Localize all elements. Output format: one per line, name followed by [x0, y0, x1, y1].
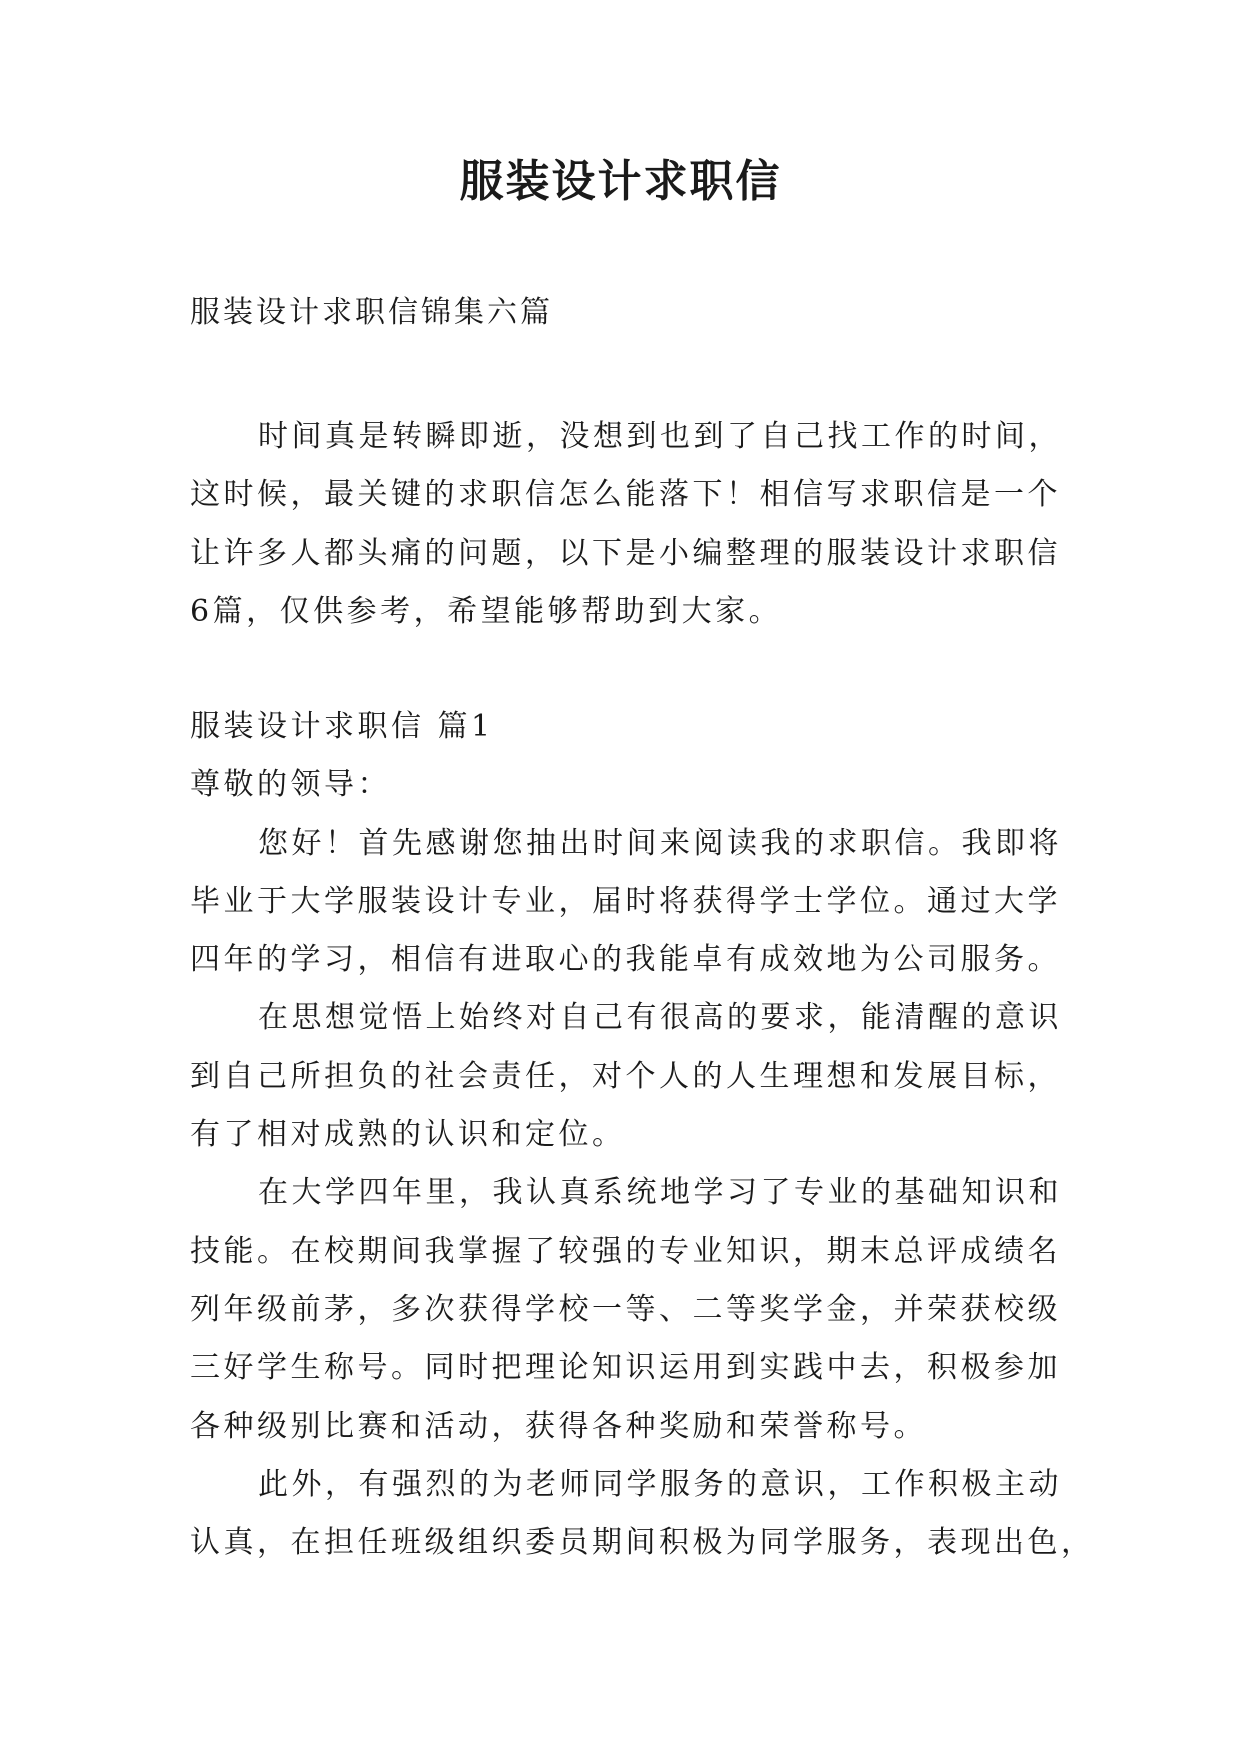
- intro-line: 时间真是转瞬即逝，没想到也到了自己找工作的时间，: [258, 419, 1062, 454]
- paragraph-line: 认真，在担任班级组织委员期间积极为同学服务，表现出色，: [190, 1525, 1095, 1561]
- paragraph-line: 技能。在校期间我掌握了较强的专业知识，期末总评成绩名: [190, 1233, 1061, 1269]
- paragraph-line: 毕业于大学服装设计专业，届时将获得学士学位。通过大学: [190, 883, 1061, 919]
- paragraph-line: 有了相对成熟的认识和定位。: [190, 1117, 626, 1153]
- paragraph-1: [190, 815, 1070, 990]
- document-title: 服装设计求职信: [459, 156, 782, 207]
- intro-line: 让许多人都头痛的问题，以下是小编整理的服装设计求职信: [190, 535, 1061, 571]
- paragraph-line: 列年级前茅，多次获得学校一等、二等奖学金，并荣获校级: [190, 1291, 1061, 1327]
- salutation: 尊敬的领导：: [190, 767, 391, 803]
- intro-paragraph: [190, 408, 1070, 641]
- paragraph-line: 各种级别比赛和活动，获得各种奖励和荣誉称号。: [190, 1408, 927, 1444]
- paragraph-3: [190, 1164, 1070, 1455]
- paragraph-line: 在大学四年里，我认真系统地学习了专业的基础知识和: [258, 1175, 1062, 1211]
- paragraph-line: 在思想觉悟上始终对自己有很高的要求，能清醒的意识: [258, 1000, 1062, 1036]
- paragraph-line: 此外，有强烈的为老师同学服务的意识，工作积极主动: [258, 1466, 1062, 1502]
- paragraph-line: 三好学生称号。同时把理论知识运用到实践中去，积极参加: [190, 1350, 1061, 1386]
- paragraph-line: 四年的学习，相信有进取心的我能卓有成效地为公司服务。: [190, 942, 1061, 978]
- paragraph-line: 您好！首先感谢您抽出时间来阅读我的求职信。我即将: [258, 825, 1062, 861]
- paragraph-4: [190, 1456, 1095, 1573]
- intro-line: 6篇，仅供参考，希望能够帮助到大家。: [190, 593, 783, 629]
- article-heading: 服装设计求职信 篇1: [190, 709, 494, 744]
- article-body: [190, 698, 1095, 1572]
- paragraph-line: 到自己所担负的社会责任，对个人的人生理想和发展目标，: [190, 1058, 1061, 1094]
- paragraph-2: [190, 989, 1070, 1164]
- intro-line: 这时候，最关键的求职信怎么能落下！相信写求职信是一个: [190, 477, 1061, 513]
- document-subtitle: 服装设计求职信锦集六篇: [190, 295, 553, 330]
